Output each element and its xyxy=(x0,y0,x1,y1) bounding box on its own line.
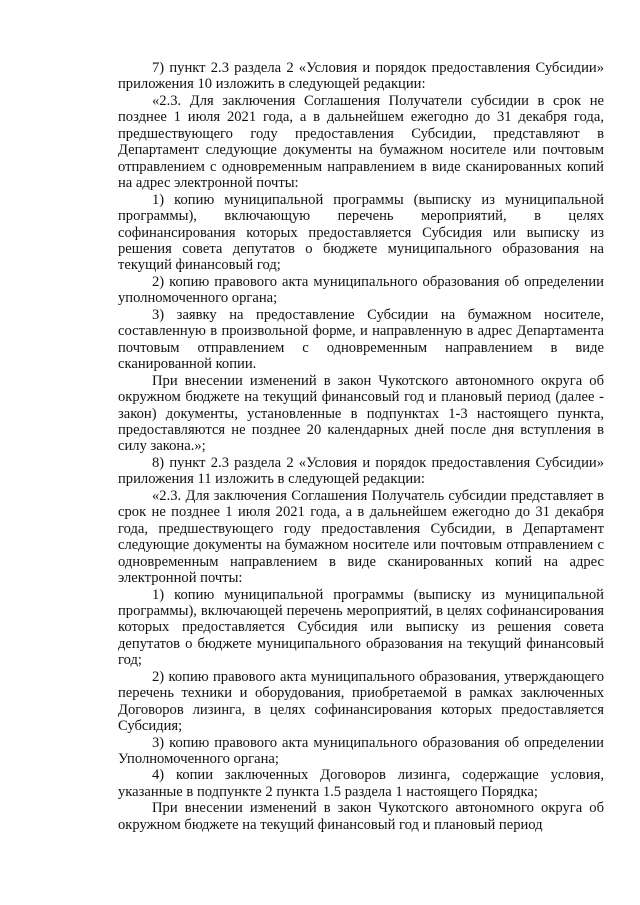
paragraph-law-amendments-b: При внесении изменений в закон Чукотского автономного округа об окружном бюджете на текущий финансовый год и плановый период xyxy=(118,800,604,833)
paragraph-subitem-4b: 4) копии заключенных Договоров лизинга, содержащие условия, указанные в подпункте 2 пункта 1.5 раздела 1 настоящего Порядка; xyxy=(118,767,604,800)
paragraph-subitem-1b: 1) копию муниципальной программы (выписку из муниципальной программы), включающей перечень мероприятий, в целях софинансирования которых предоставляется Субсидия или выписку из решения совета депутатов о бюджете муниципального образования на текущий финансовый год; xyxy=(118,586,604,669)
paragraph-law-amendments: При внесении изменений в закон Чукотского автономного округа об окружном бюджете на текущий финансовый год и плановый период (далее - закон) документы, установленные в подпунктах 1-3 настоящего пункта, предоставляются не позднее 20 календарных дней после дня вступления в силу закона.»; xyxy=(118,372,604,455)
paragraph-subitem-3: 3) заявку на предоставление Субсидии на бумажном носителе, составленную в произвольной форме, и направленную в адрес Департамента почтовым отправлением с одновременным направлением в виде сканированной копии. xyxy=(118,306,604,373)
paragraph-subitem-1: 1) копию муниципальной программы (выписку из муниципальной программы), включающую перечень мероприятий, в целях софинансирования которых предоставляется Субсидия или выписку из решения совета депутатов о бюджете муниципального образования на текущий финансовый год; xyxy=(118,191,604,274)
paragraph-item-8: 8) пункт 2.3 раздела 2 «Условия и порядок предоставления Субсидии» приложения 11 изложить в следующей редакции: xyxy=(118,454,604,488)
paragraph-subitem-3b: 3) копию правового акта муниципального образования об определении Уполномоченного органа; xyxy=(118,734,604,768)
paragraph-item-7: 7) пункт 2.3 раздела 2 «Условия и порядок предоставления Субсидии» приложения 10 изложить в следующей редакции: xyxy=(118,60,604,93)
paragraph-subitem-2b: 2) копию правового акта муниципального образования, утверждающего перечень техники и оборудования, приобретаемой в рамках заключенных Договоров лизинга, в целях софинансирования которых предоставляется Субсидия; xyxy=(118,668,604,735)
paragraph-clause-2-3-appendix-11: «2.3. Для заключения Соглашения Получатель субсидии представляет в срок не позднее 1 июля 2021 года, а в дальнейшем ежегодно до 31 декабря года, предшествующего году предоставления Субсидии, в Департамент следующие документы на бумажном носителе или почтовым отправлением с одновременным направлением в виде сканированных копий на адрес электронной почты: xyxy=(118,487,604,587)
paragraph-clause-2-3-appendix-10: «2.3. Для заключения Соглашения Получатели субсидии в срок не позднее 1 июля 2021 года, а в дальнейшем ежегодно до 31 декабря года, предшествующего году предоставления Субсидии, представляют в Департамент следующие документы на бумажном носителе или почтовым отправлением с одновременным направлением в виде сканированных копий на адрес электронной почты: xyxy=(118,92,604,192)
document-page xyxy=(118,60,604,833)
paragraph-subitem-2: 2) копию правового акта муниципального образования об определении уполномоченного органа; xyxy=(118,273,604,307)
